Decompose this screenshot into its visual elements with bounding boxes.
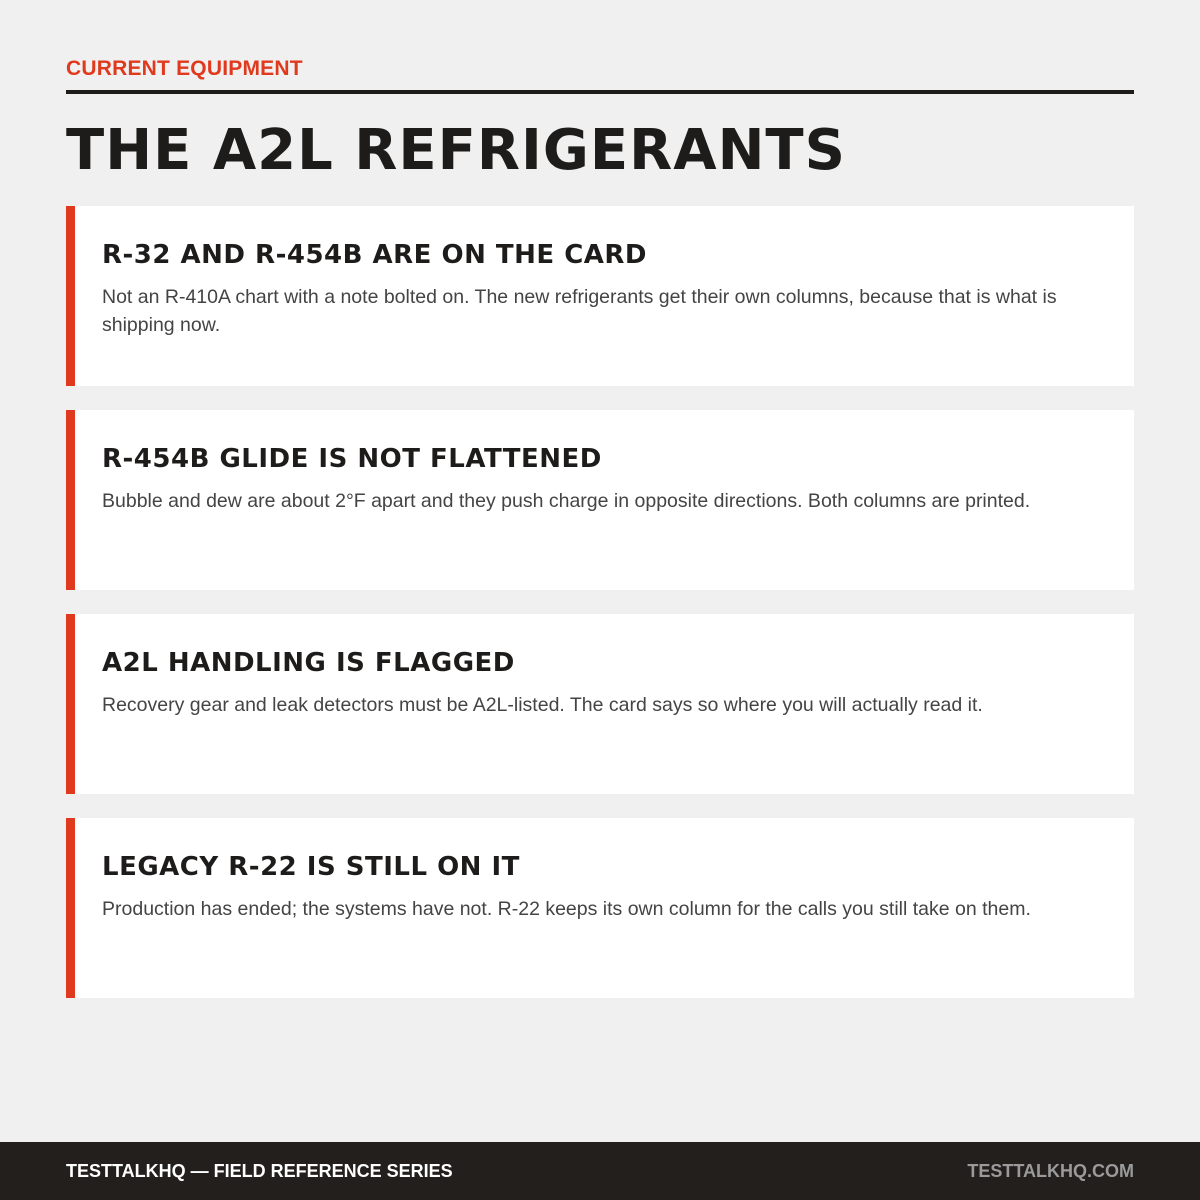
card-accent-bar — [66, 206, 75, 386]
card-body: Recovery gear and leak detectors must be A2L-listed. The card says so where you will actually read it. — [102, 694, 983, 716]
card-heading: R-454B GLIDE IS NOT FLATTENED — [102, 444, 602, 474]
footer-site-label: TESTTALKHQ.COM — [967, 1161, 1134, 1181]
section-eyebrow: CURRENT EQUIPMENT — [66, 57, 303, 80]
header-divider — [66, 90, 1134, 94]
footer-series-label: TESTTALKHQ — FIELD REFERENCE SERIES — [66, 1161, 453, 1181]
card-body: Bubble and dew are about 2°F apart and they push charge in opposite directions. Both columns are printed. — [102, 490, 1031, 512]
footer-bar — [0, 1142, 1200, 1200]
feature-card-list — [66, 206, 1134, 1022]
page-title: THE A2L REFRIGERANTS — [66, 118, 846, 183]
feature-card — [66, 206, 1134, 386]
card-heading: A2L HANDLING IS FLAGGED — [102, 648, 515, 678]
card-accent-bar — [66, 614, 75, 794]
card-heading: LEGACY R-22 IS STILL ON IT — [102, 852, 520, 882]
card-body: Not an R-410A chart with a note bolted on. The new refrigerants get their own columns, because that is what is shipping now. — [102, 286, 1057, 336]
card-body: Production has ended; the systems have not. R-22 keeps its own column for the calls you still take on them. — [102, 898, 1031, 920]
feature-card — [66, 818, 1134, 998]
card-accent-bar — [66, 410, 75, 590]
card-accent-bar — [66, 818, 75, 998]
feature-card — [66, 410, 1134, 590]
feature-card — [66, 614, 1134, 794]
card-heading: R-32 AND R-454B ARE ON THE CARD — [102, 240, 647, 270]
